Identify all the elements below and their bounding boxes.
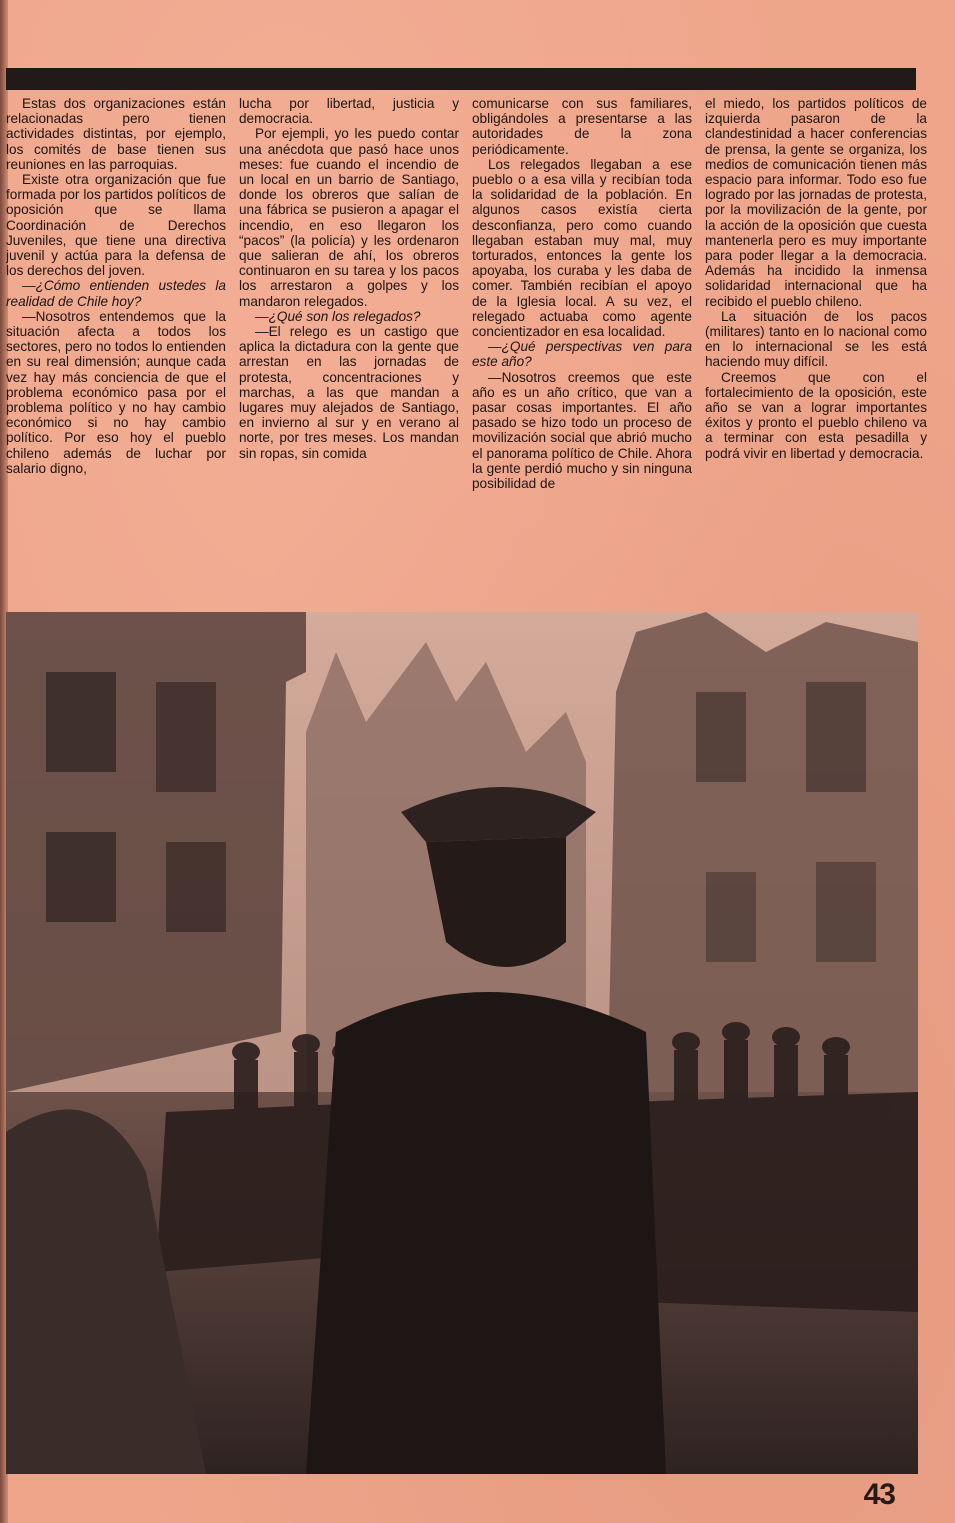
article-paragraph: el miedo, los partidos políticos de izquierda pasaron de la clandestinidad a hacer conferencias de prensa, la gente se organiza, los medios de comunicación tienen más espacio para informar. Todo eso fue logrado por las jornadas de protesta, por la movilización de la gente, por la acción de la oposición que cuesta mantenerla pero es muy importante para poder llegar a la democracia. Además ha incidido la inmensa solidaridad internacional que ha recibido el pueblo chileno. bbox=[705, 96, 927, 309]
article-column-2 bbox=[239, 96, 459, 606]
article-columns bbox=[6, 96, 927, 606]
illustration-mounted-police bbox=[6, 612, 918, 1474]
article-paragraph: lucha por libertad, justicia y democracia. bbox=[239, 96, 459, 127]
page-number: 43 bbox=[863, 1478, 895, 1511]
header-rule bbox=[6, 68, 916, 90]
article-paragraph: comunicarse con sus familiares, obligándoles a presentarse a las autoridades de la zona periódicamente. bbox=[472, 96, 692, 157]
article-paragraph: —El relego es un castigo que aplica la dictadura con la gente que arrestan en las jornadas de protesta, concentraciones y marchas, a las que mandan a lugares muy alejados de Santiago, en invierno al sur y en verano al norte, por tres meses. Los mandan sin ropas, sin comida bbox=[239, 324, 459, 461]
article-column-3 bbox=[472, 96, 692, 606]
article-column-1 bbox=[6, 96, 226, 606]
article-paragraph: La situación de los pacos (militares) tanto en lo nacional como en lo internacional se les está haciendo muy difícil. bbox=[705, 308, 927, 370]
interview-question: —¿Qué son los relegados? bbox=[255, 308, 421, 324]
article-paragraph: Por ejempli, yo les puedo contar una anécdota que pasó hace unos meses: fue cuando el incendio de un local en un barrio de Santiago, donde los obreros que salían de una fábrica se pusieron a apagar el incendio, en eso llegaron los “pacos” (la policía) y les ordenaron que salieran de ahí, los obreros continuaron en su tarea y los pacos los arrestaron a golpes y los mandaron relegados. bbox=[239, 126, 459, 309]
interview-question: —¿Qué perspectivas ven para este año? bbox=[472, 339, 692, 370]
article-paragraph: Existe otra organización que fue formada por los partidos políticos de oposición que se llama Coordinación de Derechos Juveniles, que tiene una directiva juvenil y actúa para la defensa de los derechos del joven. bbox=[6, 172, 226, 279]
article-column-4 bbox=[705, 96, 927, 606]
article-paragraph: Estas dos organizaciones están relacionadas pero tienen actividades distintas, por ejemplo, los comités de base tienen sus reuniones en las parroquias. bbox=[6, 96, 226, 172]
article-paragraph: —Nosotros creemos que este año es un año crítico, que van a pasar cosas importantes. El año pasado se hizo todo un proceso de movilización social que abrió mucho el panorama político de Chile. Ahora la gente perdió mucho y sin ninguna posibilidad de bbox=[472, 369, 692, 492]
article-paragraph: Los relegados llegaban a ese pueblo o a esa villa y recibían toda la solidaridad de la población. En algunos casos existía cierta desconfianza, pero como cuando llegaban estaban muy mal, muy torturados, entonces la gente los apoyaba, los curaba y les daba de comer. También recibían el apoyo de la Iglesia local. A su vez, el relegado actuaba como agente concientizador en esa localidad. bbox=[472, 156, 692, 340]
article-paragraph: —Nosotros entendemos que la situación afecta a todos los sectores, pero no todos lo entienden en su real dimensión; aunque cada vez hay más conciencia de que el problema económico pasa por el problema político y no hay cambio económico si no hay cambio político. Por eso hoy el pueblo chileno además de luchar por salario digno, bbox=[6, 308, 226, 476]
interview-question: —¿Cómo entienden ustedes la realidad de Chile hoy? bbox=[6, 278, 226, 309]
article-paragraph: Creemos que con el fortalecimiento de la oposición, este año se van a lograr importantes éxitos y pronto el pueblo chileno va a terminar con esta pesadilla y podrá vivir en libertad y democracia. bbox=[705, 369, 927, 461]
